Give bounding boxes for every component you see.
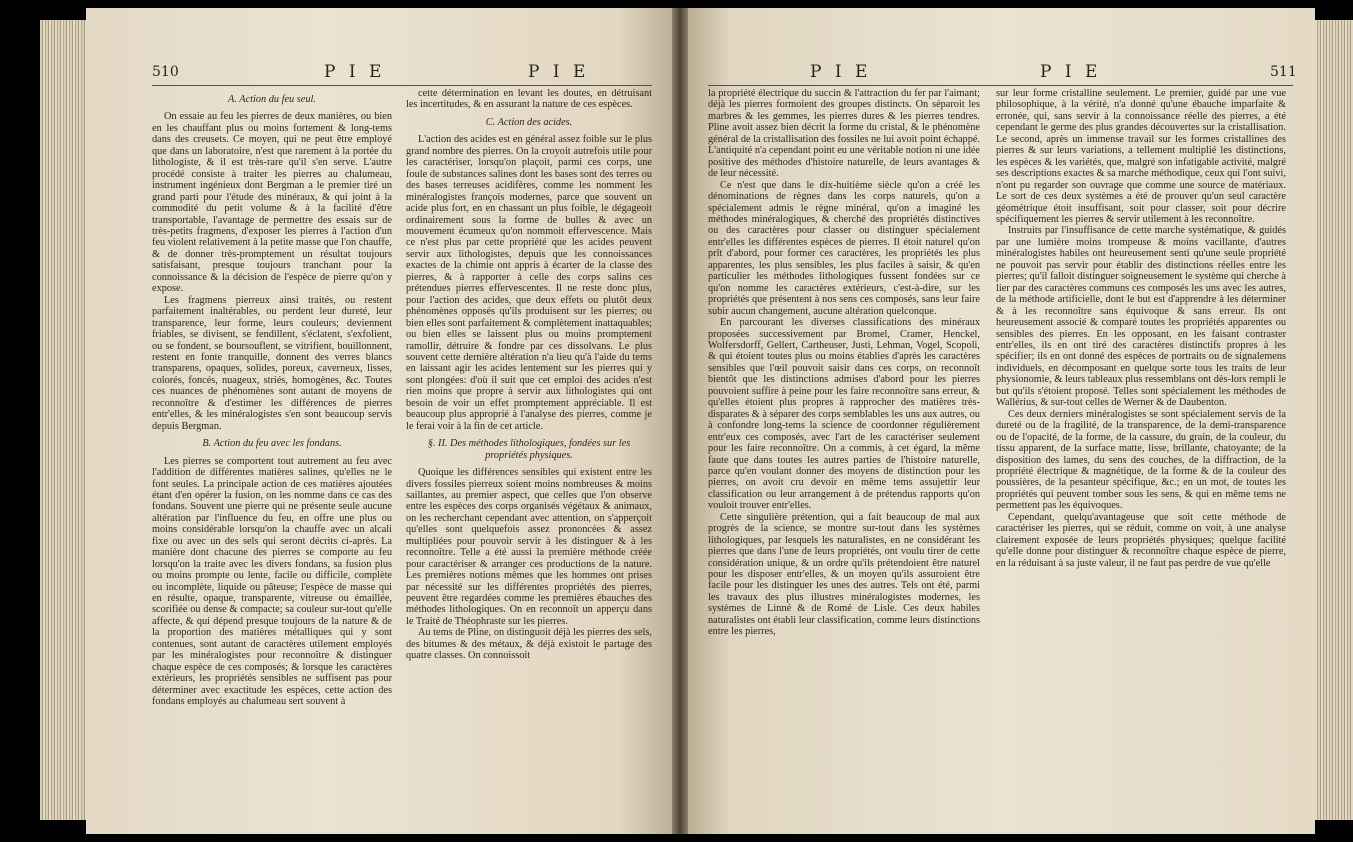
- running-head-left-1: P I E: [324, 62, 386, 82]
- section-heading: B. Action du feu avec les fondans.: [202, 438, 342, 450]
- paragraph: Quoique les différences sensibles qui existent entre les divers fossiles pierreux soient moins nombreuses & moins saillantes, au premier aspect, que celles que l'on observe entre les espèces des corps organisés végétaux & animaux, on les recherchant cependant avec attention, on s'apperçoit qu'elles sont quelquefois assez prononcées & assez multipliées pour pouvoir servir à les distinguer & à les reconnoître. Telle a été aussi la première méthode créée pour caractériser & arranger ces productions de la nature. Les premières notions mêmes que les hommes ont prises par nécessité sur les différentes propriétés des pierres, peuvent être regardées comme les premières ébauches des méthodes lithologiques. On en reconnoît un apperçu dans le Traité de Théophraste sur les pierres.: [406, 467, 652, 627]
- paragraph: On essaie au feu les pierres de deux manières, ou bien en les chauffant plus ou moins fortement & long-tems dans des creusets. Ce moyen, qui ne peut être employé que dans un laboratoire, n'est que rarement à la portée du lithologiste, & il est très-rare qu'il s'en serve. L'autre procédé consiste à traiter les pierres au chalumeau, instrument ingénieux dont Bergman a le premier tiré un grand parti pour l'étude des minéraux, & qui joint à la commodité du petit volume & à la facilité d'être transportable, l'avantage de permettre des essais sur de très-petits fragmens, d'exposer les pierres à l'action d'un feu violent relativement à la petite masse que l'on chauffe, & de donner très-promptement un résultat toujours satisfaisant, presque toujours tranchant pour la connoissance & la décision de l'espèce de pierre qu'on y expose.: [152, 111, 392, 295]
- running-head-right-2: P I E: [1040, 62, 1102, 82]
- paragraph: L'action des acides est en général assez foible sur le plus grand nombre des pierres. On la croyoit autrefois utile pour les caractériser, lorsqu'on plaçoit, parmi ces corps, une foule de substances salines dont les bases sont des terres ou des bases terreuses acidifères, comme les nomment les minéralogistes françois modernes, parce que souvent un acide plus fort, en en chassant un plus foible, le dégageoit ordinairement sous la forme de bulles & avec un mouvement écumeux qu'on nommoit effervescence. Mais ce n'est plus par cette propriété que les acides peuvent servir aux lithologistes, depuis que les connoissances exactes de la chimie ont appris à écarter de la classe des pierres, & à rapporter à celle des corps salins ces prétendues pierres effervescentes. Il ne reste donc plus, pour l'action des acides, que deux effets ou plutôt deux phénomènes opposés qu'ils produisent sur les pierres; ou bien elles sont parfaitement & complètement inattaquables; ou bien elles se laissent plus ou moins promptement ramollir, détruire & fondre par ces dissolvans. Le plus souvent cette dernière altération n'a lieu qu'à l'aide du tems en laissant agir les acides lentement sur les pierres qui y sont plongées: d'où il suit que cet emploi des acides n'est rien moins que propre à servir aux lithologistes qui ont besoin de voir un effet promptement appréciable. Il est beaucoup plus approprié à l'analyse des pierres, comme je le ferai voir à la fin de cet article.: [406, 134, 652, 432]
- book-gutter: [672, 8, 688, 834]
- paragraph: la propriété électrique du succin & l'attraction du fer par l'aimant; déjà les pierres formoient des groupes distincts. On séparoit les marbres & les gemmes, les pierres dures & les pierres tendres. Pline avoit assez bien décrit la forme du cristal, & le phénomène général de la cristallisation des fossiles ne lui avoit point échappé. L'antiquité n'a cependant point eu une véritable notion ni une idée positive des méthodes d'histoire naturelle, de leurs avantages & de leur nécessité.: [708, 88, 980, 180]
- paragraph: sur leur forme cristalline seulement. Le premier, guidé par une vue philosophique, à la vérité, n'a donné qu'une ébauche imparfaite & erronée, qui, sans servir à la connoissance réelle des pierres, a été cependant le germe des plus grandes découvertes sur la cristallisation. Le second, après un immense travail sur les formes cristallines des pierres & sur leurs variations, a tellement multiplié les distinctions, les espèces & les variétés, que, malgré son infatigable activité, malgré ses descriptions exactes & sa marche méthodique, ceux qui l'ont suivi, n'ont pu regarder son ouvrage que comme une source de matériaux. Le sort de ces deux systèmes a été de prouver qu'un seul caractère géométrique étoit insuffisant, soit pour classer, soit pour décrire spécifiquement les pierres & servir utilement à les reconnoître.: [996, 88, 1286, 225]
- paragraph: Les fragmens pierreux ainsi traités, ou restent parfaitement inaltérables, ou perdent leur dureté, leur transparence, leur forme, leurs couleurs; deviennent friables, se divisent, se fendillent, s'éclatent, s'exfolient, ou se fondent, se boursouflent, se vitrifient, bouillonnent, restent en fonte tranquille, donnent des verres blancs transparens, opaques, solides, poreux, caverneux, lisses, colorés, foncés, nuageux, striés, homogènes, &c. Toutes ces nuances de phénomènes sont autant de moyens de reconnoître & d'estimer les différences de pierres entr'elles, & les minéralogistes s'en sont beaucoup servis depuis Bergman.: [152, 294, 392, 432]
- paragraph: Instruits par l'insuffisance de cette marche systématique, & guidés par une lumière moins trompeuse & moins vacillante, d'autres minéralogistes habiles ont heureusement senti qu'une seule propriété ne pouvoit pas servir pour établir des distinctions réelles entre les pierres; qu'il falloit distinguer soigneusement le système qui cherche à lier par des caractères communs ces composés les uns avec les autres, de la méthode artificielle, dont le but est d'apprendre à les déterminer & à les reconnoître sans équivoque & sans erreur. Ils ont heureusement associé & comparé toutes les propriétés apparentes ou sensibles des pierres. En les opposant, en les faisant contraster entr'elles, ils en ont tiré des caractères distinctifs propres à les spécifier; ils en ont donné des espèces de portraits ou de signalemens individuels, en décomposant en quelque sorte tous les traits de leur physionomie, & leurs tableaux plus ressemblans ont dès-lors rempli le but qu'ils s'étoient proposé. Telles sont spécialement les méthodes de Wallérius, & sur-tout celles de Werner & de Daubenton.: [996, 225, 1286, 409]
- paragraph: Au tems de Pline, on distinguoit déjà les pierres des sels, des bitumes & des métaux, & déjà existoit le partage des quatre classes. On connoissoit: [406, 627, 652, 662]
- page-edges-left: [40, 20, 86, 820]
- section-heading: A. Action du feu seul.: [228, 94, 316, 105]
- right-page-column-2: [996, 88, 1286, 569]
- left-page-column-1: [152, 88, 392, 708]
- section-heading: §. II. Des méthodes lithologiques, fondées sur les propriétés physiques.: [427, 438, 631, 461]
- paragraph: Ce n'est que dans le dix-huitième siècle qu'on a créé les dénominations de règnes dans les corps naturels, qu'on a spécialement admis le règne minéral, qu'on a imaginé les méthodes minéralogiques, & cherché des propriétés distinctives ou des caractères pour classer ou distinguer spécialement entr'elles les différentes espèces de pierres. Il étoit naturel qu'on prît d'abord, pour former ces caractères, les propriétés les plus apparentes, les plus sensibles, les plus faciles à saisir, & qu'en particulier les méthodes lithologiques fussent fondées sur ce qu'on nomme les caractères extérieurs, c'est-à-dire, sur les propriétés que présentent à nos sens ces composés, sans leur faire subir aucun changement, aucune altération quelconque.: [708, 179, 980, 317]
- running-head-right-1: P I E: [810, 62, 872, 82]
- paragraph: En parcourant les diverses classifications des minéraux proposées successivement par Bromel, Cramer, Henckel, Wolfersdorff, Gellert, Cartheuser, Justi, Lehman, Vogel, Scopoli, & qui étoient toutes plus ou moins établies d'après les caractères sensibles que l'œil pouvoit saisir dans ces corps, on reconnoît bientôt que les distinctions admises d'abord pour les pierres pouvoient suffire à peine pour les faire reconnoître sans erreur, & qu'elles étoient plus propres à rapprocher des matières très-disparates & à séparer des corps semblables les uns aux autres, ou à confondre long-tems la science de coordonner régulièrement entr'eux ces composés, avec l'art de les caractériser seulement pour les faire reconnoître. On a commis, à cet égard, la même faute que dans toutes les autres parties de l'histoire naturelle, parce qu'en voulant donner des moyens de distinction pour les pierres, on avoit cru devoir en même tems assujettir leur classification ou leur arrangement à de prétendus rapports qu'on vouloit trouver entr'elles.: [708, 317, 980, 512]
- paragraph: cette détermination en levant les doutes, en détruisant les incertitudes, & en assurant la nature de ces espèces.: [406, 88, 652, 111]
- paragraph: Cette singulière prétention, qui a fait beaucoup de mal aux progrès de la science, se montre sur-tout dans les systèmes lithologiques, par lesquels les naturalistes, en ne considérant les pierres que dans l'une de leurs propriétés, ont voulu tirer de cette considération unique, & un ordre qu'ils prétendoient être naturel pour les disposer entr'elles, & un moyen qu'ils assuroient être facile pour les distinguer les unes des autres. Tels ont été, parmi les travaux des plus illustres minéralogistes modernes, les systèmes de Linné & de Romé de Lisle. Ces deux habiles naturalistes ont établi leur classification, comme leurs distinctions entre les pierres,: [708, 511, 980, 638]
- page-edges-right: [1315, 20, 1353, 820]
- paragraph: Cependant, quelqu'avantageuse que soit cette méthode de caractériser les pierres, qui se réduit, comme on voit, à une analyse clairement exposée de leurs propriétés physiques; quelque facilité qu'elle donne pour distinguer & reconnoître chaque espèce de pierre, en la réduisant à sa juste valeur, il ne faut pas perdre de vue qu'elle: [996, 511, 1286, 569]
- paragraph: Ces deux derniers minéralogistes se sont spécialement servis de la dureté ou de la fragilité, de la transparence, de la demi-transparence ou de l'opacité, de la forme, de la cassure, du grain, de la couleur, du tissu apparent, de la surface matte, lisse, brillante, chatoyante; de la disposition des lames, du sens des couches, de la diffraction, de la propriété électrique & magnétique, de la forme & de la couleur des poussières, de la pesanteur spécifique, &c.; en un mot, de toutes les propriétés qui peuvent tomber sous les sens, & qui en même tems ne permettent pas les équivoques.: [996, 408, 1286, 512]
- page-number-left: 510: [152, 64, 179, 80]
- left-page-column-2: [406, 88, 652, 662]
- right-page: [680, 8, 1315, 834]
- header-rule-right: [708, 85, 1293, 86]
- page-number-right: 511: [1270, 64, 1297, 80]
- section-heading: C. Action des acides.: [485, 116, 573, 128]
- left-page: [86, 8, 678, 834]
- paragraph: Les pierres se comportent tout autrement au feu avec l'addition de différentes matières salines, qu'elles ne le font seules. La principale action de ces matières ajoutées étant d'en opérer la fusion, on les nomme dans ce cas des fondans. Souvent une pierre qui ne présente seule aucune altération par l'influence du feu, en offre une plus ou moins considérable lorsqu'on la chauffe avec un alcali fixe ou avec un des sels qui seront décrits ci-après. La manière dont chacune des pierres se comporte au feu lorsqu'on la traite avec les divers fondans, sa fusion plus ou moins prompte ou lente, facile ou difficile, complète ou incomplète, liquide ou pâteuse; l'espèce de masse qui en résulte, opaque, transparente, vitreuse ou émaillée, scorifiée ou dense & compacte; sa couleur sur-tout qu'elle affecte, & qui dépend presque toujours de la nature & de la proportion des matières métalliques qui y sont contenues, sont autant de caractères utilement employés par les minéralogistes pour reconnoître & distinguer chaque espèce de ces composés; & lorsque les caractères extérieurs, les propriétés sensibles ne suffisent pas pour déterminer avec exactitude les espèces, cette action des fondans employés au chalumeau sert souvent à: [152, 455, 392, 708]
- running-head-left-2: P I E: [528, 62, 590, 82]
- right-page-column-1: [708, 88, 980, 638]
- header-rule-left: [152, 85, 652, 86]
